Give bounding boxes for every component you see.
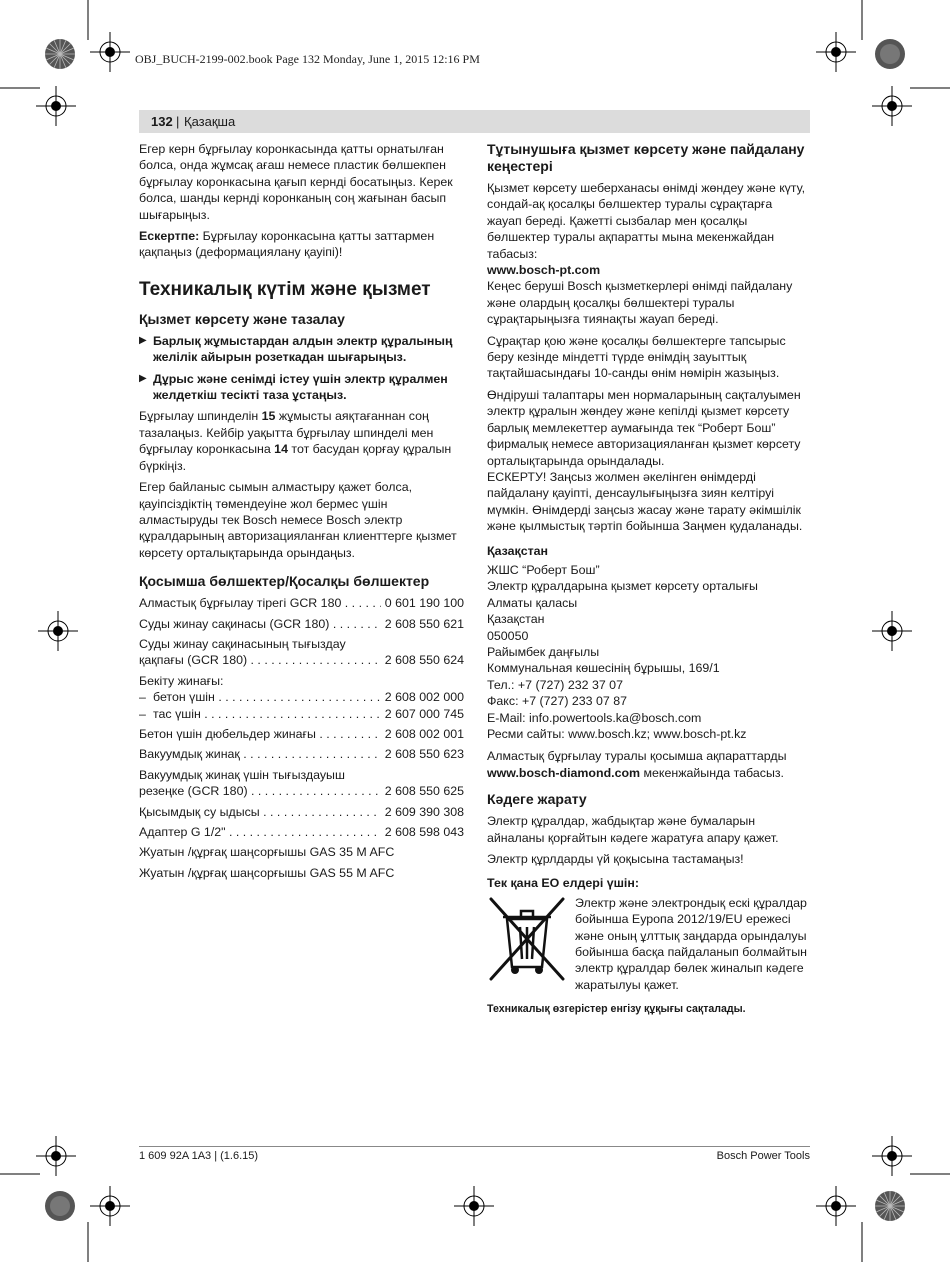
- part-name: резеңке (GCR 180) . . .: [139, 783, 381, 799]
- note-paragraph: [139, 228, 464, 261]
- part-name: Алмастық бұрғылау тірегі GCR 180 . . .: [139, 595, 381, 611]
- part-name: Қысымдық су ыдысы . . .: [139, 804, 381, 820]
- heading-maintenance: Техникалық күтім және қызмет: [139, 278, 431, 300]
- crosshair-target-left-lower: [36, 1136, 76, 1176]
- part-row: [139, 689, 464, 705]
- crosshair-target-top-left: [90, 32, 130, 72]
- part-number: 2 608 550 624: [384, 653, 464, 668]
- part-name: Вакуумдық жинақ . . .: [139, 746, 381, 762]
- bullet-text: Барлық жұмыстардан алдын электр құралының желілік айырын розеткадан шығарыңыз.: [153, 333, 453, 365]
- crosshair-target-left-middle: [38, 611, 78, 651]
- part-row: [139, 783, 464, 799]
- phone-line: Тел.: +7 (727) 232 37 07: [487, 677, 623, 692]
- heading-eu-only: Тек қана ЕО елдері үшін:: [487, 876, 639, 891]
- part-name: қақпағы (GCR 180) . . .: [139, 652, 381, 668]
- part-name: Бетон үшін дюбельдер жинағы . . .: [139, 726, 381, 742]
- text-run: Бұрғылау шпинделін: [139, 409, 262, 424]
- text-run: тот басудан қорғау құралын бүркіңіз.: [139, 442, 452, 473]
- text-run: жұмысты аяқтағаннан соң тазалаңыз. Кейбір уақытта бұрғылау шпинделі мен бұрғылау коронкасына: [139, 409, 434, 457]
- crosshair-target-bottom-left: [90, 1186, 130, 1226]
- parts-list: [139, 595, 464, 881]
- part-number: 2 608 550 621: [384, 616, 464, 631]
- crosshair-target-bottom-center: [454, 1186, 494, 1226]
- book-info-line: OBJ_BUCH-2199-002.book Page 132 Monday, June 1, 2015 12:16 PM: [135, 52, 480, 66]
- disposal-warning: Электр құрлдарды үй қоқысына тастамаңыз!: [487, 852, 744, 867]
- address-block: [487, 562, 809, 742]
- part-row: [139, 824, 464, 840]
- crosshair-target-right-middle: [872, 611, 912, 651]
- part-row: [139, 595, 464, 611]
- part-ref-15: 15: [261, 409, 276, 424]
- triangle-bullet-icon: ▶: [139, 372, 147, 384]
- heading-service-cleaning: Қызмет көрсету және тазалау: [139, 310, 345, 327]
- part-number: 2 608 002 000: [384, 690, 464, 705]
- part-ref-14: 14: [274, 442, 288, 457]
- crosshair-target-left-upper: [36, 86, 76, 126]
- dash: –: [139, 690, 146, 705]
- crosshair-target-bottom-right: [816, 1186, 856, 1226]
- page-number: 132: [151, 114, 173, 129]
- right-column: [487, 141, 809, 1018]
- part-number: 2 608 598 043: [384, 825, 464, 839]
- part-name-line1: Вакуумдық жинақ үшін тығыздауыш: [139, 767, 345, 782]
- service-paragraph: Қызмет көрсету шеберханасы өнімді жөндеу және күту, сондай-ақ қосалқы бөлшектер туралы сұрақтарға жауап береді. Қажетті сызбалар мен қосалқы бөлшектер туралы ақпаратты мына мекенжайдан табасыз:: [487, 181, 806, 261]
- order-paragraph: Сұрақтар қою және қосалқы бөлшектерге тапсырыс беру кезінде міндетті түрде өнімдің зауыттық тақтайшасындағы 10-санды өнім нөмірін жазыңыз.: [487, 333, 786, 381]
- part-number: 2 608 550 625: [384, 784, 464, 799]
- part-row: [139, 804, 464, 820]
- crosshair-target-top-right: [816, 32, 856, 72]
- starburst-target-top-right: [874, 38, 906, 70]
- address-line: Электр құралдарына қызмет көрсету орталығы: [487, 579, 758, 594]
- page-language: Қазақша: [184, 114, 236, 129]
- note-text: Бұрғылау коронкасына қатты заттармен қақпаңыз (деформациялану қауіпі)!: [139, 229, 435, 260]
- part-row: [139, 652, 464, 668]
- heading-kazakhstan: Қазақстан: [487, 543, 549, 558]
- starburst-target-bottom-left: [44, 1190, 76, 1222]
- text-run: Алмастық бұрғылау туралы қосымша ақпараттарды: [487, 749, 787, 764]
- triangle-bullet-icon: ▶: [139, 334, 147, 346]
- address-line: 050050: [487, 628, 529, 643]
- footer-divider: [139, 1146, 810, 1147]
- address-line: Алматы қаласы: [487, 595, 578, 610]
- intro-paragraph: Егер керн бұрғылау коронкасында қатты орнатылған болса, онда жұмсақ ағаш немесе пластик бөлшекпен бұрғылау коронкасына қағып кернді босатыңыз. Керек болса, шанды кернді коронканың соң жағынан басып шығарыңыз.: [139, 142, 453, 222]
- crosshair-target-right-upper: [872, 86, 912, 126]
- left-column: [139, 141, 464, 885]
- part-name-line1: Суды жинау сақинасының тығыздау: [139, 636, 346, 651]
- part-number: 2 607 000 745: [384, 706, 464, 721]
- address-line: Қазақстан: [487, 612, 545, 627]
- fax-line: Факс: +7 (727) 233 07 87: [487, 694, 628, 709]
- disposal-paragraph: Электр құралдар, жабдықтар және бумаларын айналаны қорғайтын кәдеге жаратуға апару қажет.: [487, 814, 779, 845]
- heading-consumer-service: Тұтынушыға қызмет көрсету және пайдалану кеңестері: [487, 141, 805, 174]
- bullet-text: Дұрыс және сенімді істеу үшін электр құралмен желдеткіш тесікті таза ұстаңыз.: [153, 371, 448, 403]
- advisors-paragraph: Кеңес беруші Bosch қызметкерлері өнімді пайдалану және олардың қосалқы бөлшектері туралы сұрақтарыңызға тиянақты жауап береді.: [487, 279, 793, 327]
- starburst-target-top-left: [44, 38, 76, 70]
- weee-text: Электр және электрондық ескі құралдар бойынша Еуропа 2012/19/EU ережесі және оның ұлттық заңдарда орындалуы бойынша басқа пайдаланып болмайтын электр құралдар бөлек жиналып кәдеге жаратылуы қажет.: [575, 895, 807, 992]
- warning-paragraph: ЕСКЕРТУ! Заңсыз жолмен әкелінген өнімдерді пайдалану қауіпті, денсаулығыңызға зиян келтіруі мүмкін. Өнімдерді заңсыз жасау және тарату әкімшілік және қылмыстық тәртіп бойынша Заңмен қудаланады.: [487, 469, 803, 534]
- address-line: Райымбек даңғылы: [487, 644, 600, 659]
- part-row: [139, 706, 464, 722]
- crossed-out-bin-icon: [487, 895, 567, 983]
- address-line: ЖШС “Роберт Бош”: [487, 562, 600, 577]
- starburst-target-bottom-right: [874, 1190, 906, 1222]
- weee-block: [487, 895, 809, 993]
- part-number: 2 609 390 308: [384, 804, 464, 819]
- vacuum-cleaner-55: Жуатын /құрғақ шаңсорғышы GAS 55 M AFC: [139, 865, 395, 880]
- bullet-unplug: [139, 333, 464, 366]
- dash: –: [139, 706, 146, 721]
- heading-parts: Қосымша бөлшектер/Қосалқы бөлшектер: [139, 573, 430, 590]
- bullet-ventilation: [139, 371, 464, 404]
- address-line: Коммунальная көшесінің бұрышы, 169/1: [487, 661, 720, 676]
- fixing-kit-label: Бекіту жинағы:: [139, 673, 224, 688]
- bosch-diamond-url: www.bosch-diamond.com: [487, 765, 641, 780]
- part-row: [139, 616, 464, 632]
- part-name: Адаптер G 1/2" . . .: [139, 824, 381, 840]
- part-number: 2 608 550 623: [384, 747, 464, 762]
- warranty-paragraph: Өндіруші талаптары мен нормаларының сақталуымен электр құралын жөндеу және кепілді қызмет көрсету барлық мемлекеттер аумағында тек “Роберт Бош” фирмалық немесе авторизацияланған қызмет көрсету орталықтарында орындалады.: [487, 387, 801, 468]
- spindle-paragraph: [139, 408, 464, 474]
- page-header-bar: [139, 110, 810, 133]
- note-label: Ескертпе:: [139, 229, 200, 244]
- vacuum-cleaner-35: Жуатын /құрғақ шаңсорғышы GAS 35 M AFC: [139, 845, 395, 860]
- cable-paragraph: Егер байланыс сымын алмастыру қажет болса, қауіпсіздіктің төмендеуіне жол бермес үшін алмастыруды тек Bosch немесе Bosch электр құралдарының авторизацияланған клиенттерге қызмет көрсету орталықтарында орындаңыз.: [139, 480, 457, 560]
- part-name: тас үшін: [153, 706, 201, 721]
- part-number: 2 608 002 001: [384, 726, 464, 741]
- footer-brand: Bosch Power Tools: [716, 1150, 810, 1162]
- text-run: мекенжайында табасыз.: [640, 765, 784, 780]
- heading-disposal: Кәдеге жарату: [487, 791, 587, 808]
- part-name: бетон үшін: [153, 690, 215, 705]
- header-separator: |: [176, 114, 180, 129]
- bosch-pt-url: www.bosch-pt.com: [487, 263, 601, 278]
- part-row: [139, 726, 464, 742]
- part-number: 0 601 190 100: [384, 596, 464, 611]
- email-line: E-Mail: info.powertools.ka@bosch.com: [487, 710, 702, 725]
- footer-doc-number: 1 609 92A 1A3 | (1.6.15): [139, 1150, 259, 1162]
- crosshair-target-right-lower: [872, 1136, 912, 1176]
- diamond-info-paragraph: [487, 748, 809, 781]
- part-row: [139, 746, 464, 762]
- part-name: Суды жинау сақинасы (GCR 180) . . .: [139, 616, 381, 632]
- rights-reserved: Техникалық өзгерістер енгізу құқығы сақталады.: [487, 1003, 746, 1016]
- website-line: Ресми сайты: www.bosch.kz; www.bosch-pt.kz: [487, 727, 747, 741]
